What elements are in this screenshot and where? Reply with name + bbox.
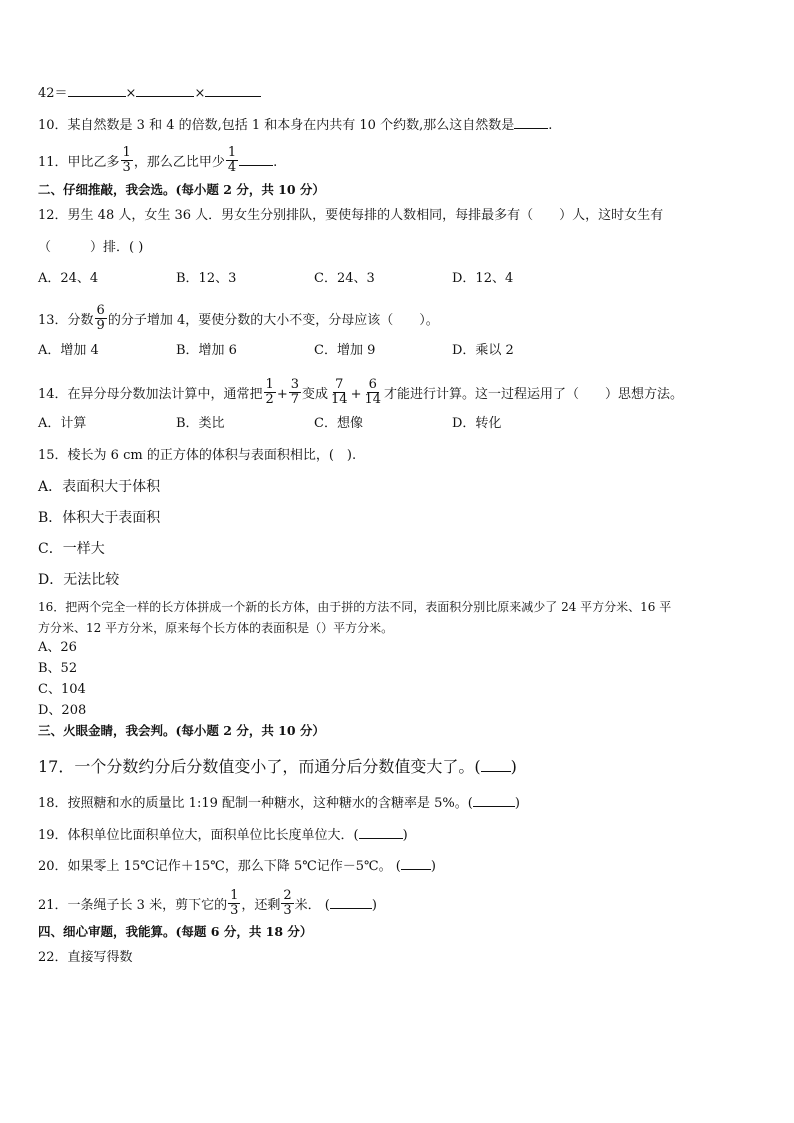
- answer-blank[interactable]: [205, 84, 261, 97]
- option-a[interactable]: A．表面积大于体积: [38, 479, 161, 495]
- q10-line: [38, 116, 552, 134]
- option-c[interactable]: C．增加 9: [314, 343, 376, 358]
- q22-line: 22．直接写得数: [38, 950, 133, 965]
- option-c[interactable]: C．想像: [314, 416, 363, 431]
- answer-blank[interactable]: [514, 116, 548, 129]
- option-c[interactable]: C．24、3: [314, 271, 375, 286]
- q15-line: 15．棱长为 6 cm 的正方体的体积与表面积相比，( ).: [38, 448, 357, 463]
- q21-line: 21．一条绳子长 3 米，剪下它的 $\frac{1}{3}$ ，还剩 $\frac{2}{3}$ 米． ( ): [38, 888, 377, 918]
- answer-blank[interactable]: [473, 794, 515, 807]
- q11-text: 11．甲比乙多: [38, 155, 120, 170]
- section-heading: 四、细心审题，我能算。(每题 6 分，共 18 分）: [38, 924, 313, 939]
- answer-blank[interactable]: [359, 826, 403, 839]
- option-b[interactable]: B．体积大于表面积: [38, 510, 161, 526]
- option-a[interactable]: A．计算: [38, 416, 87, 431]
- times-sign: ×: [194, 86, 206, 101]
- q11-line: 11．甲比乙多 $\frac{1}{3}$ ，那么乙比甲少 $\frac{1}{4}$ .: [38, 145, 278, 175]
- fraction: $\frac{6}{9}$: [96, 303, 105, 333]
- q18-line: 18．按照糖和水的质量比 1:19 配制一种糖水，这种糖水的含糖率是 5%。( ): [38, 796, 520, 811]
- answer-blank[interactable]: [481, 757, 511, 772]
- section-heading: 三、火眼金睛，我会判。(每小题 2 分，共 10 分）: [38, 723, 325, 738]
- option-c[interactable]: C．一样大: [38, 541, 105, 557]
- q16-line2: 方分米、12 平方分米，原来每个长方体的表面积是（）平方分米。: [38, 621, 394, 635]
- q14-line: 14．在异分母分数加法计算中，通常把 $\frac{1}{2}$ + $\frac{3}{7}$ 变成 $\frac{7}{14}$ + $\frac{6}{14}$ 才能进行计算。这一过程运用了（ ）思想方法。: [38, 377, 684, 407]
- q10-text: 10．某自然数是 3 和 4 的倍数,包括 1 和本身在内共有 10 个约数,那么这自然数是: [38, 118, 515, 133]
- q9-line: [38, 84, 261, 102]
- option-d[interactable]: D．乘以 2: [452, 343, 514, 358]
- option-d[interactable]: D．转化: [452, 416, 502, 431]
- q12-line1: 12．男生 48 人，女生 36 人．男女生分别排队，要使每排的人数相同，每排最多有（ ）人，这时女生有: [38, 208, 664, 223]
- answer-blank[interactable]: [330, 896, 372, 909]
- option-a[interactable]: A、26: [38, 640, 77, 655]
- answer-blank[interactable]: [239, 153, 273, 166]
- fraction: $\frac{7}{14}$: [331, 377, 348, 407]
- fraction: $\frac{1}{4}$: [227, 145, 237, 175]
- answer-blank[interactable]: [401, 857, 431, 870]
- fraction: $\frac{1}{3}$: [230, 888, 239, 918]
- q12-line2: （ ）排．( ): [38, 240, 144, 255]
- option-d[interactable]: D．无法比较: [38, 572, 120, 588]
- q11-text-mid: ，那么乙比甲少: [133, 155, 225, 170]
- option-a[interactable]: A．增加 4: [38, 343, 99, 358]
- fraction: $\frac{1}{2}$: [265, 377, 274, 407]
- answer-blank[interactable]: [136, 84, 194, 97]
- answer-blank[interactable]: [68, 84, 126, 97]
- q16-line1: 16．把两个完全一样的长方体拼成一个新的长方体，由于拼的方法不同，表面积分别比原来减少了 24 平方分米、16 平: [38, 600, 672, 614]
- option-b[interactable]: B．增加 6: [176, 343, 237, 358]
- times-sign: ×: [125, 86, 137, 101]
- option-d[interactable]: D、208: [38, 703, 87, 718]
- q13-line: 13．分数 $\frac{6}{9}$ 的分子增加 4，要使分数的大小不变，分母应该（ ）。: [38, 303, 439, 333]
- fraction: $\frac{1}{3}$: [122, 145, 131, 175]
- q20-line: 20．如果零上 15℃记作＋15℃，那么下降 5℃记作－5℃。 ( ): [38, 859, 436, 874]
- option-b[interactable]: B．类比: [176, 416, 225, 431]
- fraction: $\frac{6}{14}$: [364, 377, 382, 407]
- option-b[interactable]: B．12、3: [176, 271, 237, 286]
- q10-end: .: [548, 118, 553, 133]
- option-a[interactable]: A．24、4: [38, 271, 99, 286]
- option-c[interactable]: C、104: [38, 682, 86, 697]
- fraction: $\frac{3}{7}$: [290, 377, 300, 407]
- q17-line: 17．一个分数约分后分数值变小了，而通分后分数值变大了。( ): [38, 757, 517, 776]
- option-d[interactable]: D．12、4: [452, 271, 514, 286]
- option-b[interactable]: B、52: [38, 661, 78, 676]
- section-heading: 二、仔细推敲，我会选。(每小题 2 分，共 10 分）: [38, 182, 325, 197]
- q19-line: 19．体积单位比面积单位大，面积单位比长度单位大．( ): [38, 828, 408, 843]
- q9-text: 42＝: [38, 86, 68, 101]
- fraction: $\frac{2}{3}$: [283, 888, 292, 918]
